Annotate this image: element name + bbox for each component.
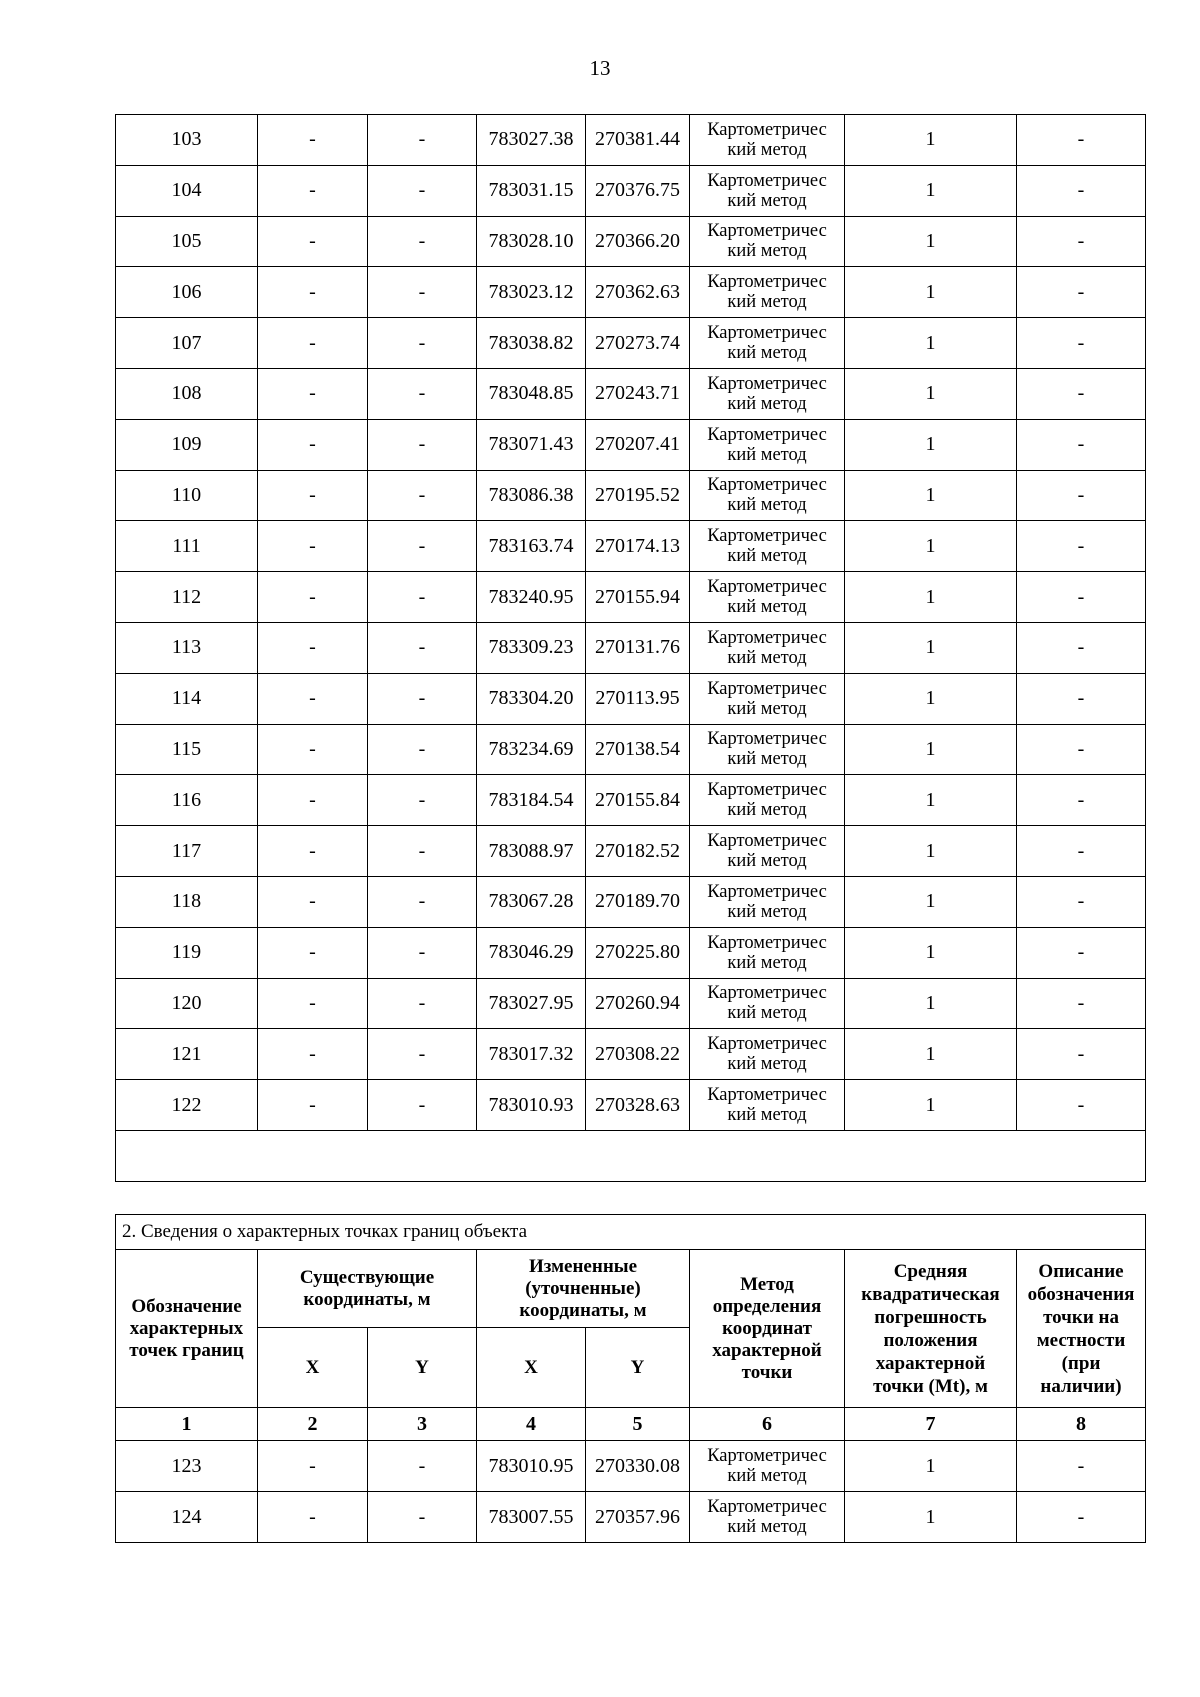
table-row xyxy=(116,521,1146,572)
method-cell xyxy=(690,927,845,978)
changed-y-cell: 270189.70 xyxy=(586,876,690,927)
existing-y-cell: - xyxy=(368,1492,477,1543)
method-text-line: Картометричес xyxy=(707,678,827,699)
header-text-line: Метод xyxy=(740,1273,794,1295)
description-cell: - xyxy=(1017,1492,1146,1543)
header-text-line: квадратическая xyxy=(861,1283,1000,1305)
table-row xyxy=(116,1492,1146,1543)
method-text-line: Картометричес xyxy=(707,323,827,344)
method-text-line: Картометричес xyxy=(707,577,827,598)
error-cell: 1 xyxy=(845,1492,1017,1543)
error-cell: 1 xyxy=(845,1080,1017,1131)
changed-y-cell: 270381.44 xyxy=(586,115,690,166)
method-cell xyxy=(690,775,845,826)
header-error xyxy=(845,1250,1017,1408)
existing-y-cell: - xyxy=(368,419,477,470)
boundary-points-table xyxy=(115,1214,1146,1543)
point-id-cell: 104 xyxy=(116,165,258,216)
column-number: 6 xyxy=(690,1408,845,1441)
changed-x-cell: 783163.74 xyxy=(477,521,586,572)
method-text-line: кий метод xyxy=(727,698,807,719)
existing-x-cell: - xyxy=(258,1029,368,1080)
header-text-line: точек границ xyxy=(129,1339,244,1361)
table-row xyxy=(116,724,1146,775)
header-text-line: наличии) xyxy=(1040,1375,1122,1397)
method-text-line: Картометричес xyxy=(707,780,827,801)
error-cell: 1 xyxy=(845,419,1017,470)
changed-x-cell: 783184.54 xyxy=(477,775,586,826)
table-row xyxy=(116,673,1146,724)
error-cell: 1 xyxy=(845,165,1017,216)
header-text-line: определения xyxy=(712,1295,822,1317)
changed-y-cell: 270330.08 xyxy=(586,1441,690,1492)
existing-x-cell: - xyxy=(258,521,368,572)
method-text-line: Картометричес xyxy=(707,272,827,293)
existing-x-cell: - xyxy=(258,1080,368,1131)
description-cell: - xyxy=(1017,876,1146,927)
point-id-cell: 121 xyxy=(116,1029,258,1080)
existing-y-cell: - xyxy=(368,978,477,1029)
description-cell: - xyxy=(1017,826,1146,877)
changed-y-cell: 270138.54 xyxy=(586,724,690,775)
changed-y-cell: 270155.84 xyxy=(586,775,690,826)
changed-y-cell: 270308.22 xyxy=(586,1029,690,1080)
header-text-line: Обозначение xyxy=(131,1295,242,1317)
method-cell xyxy=(690,876,845,927)
header-text-line: точки на xyxy=(1043,1306,1119,1328)
table-row xyxy=(116,1029,1146,1080)
existing-y-cell: - xyxy=(368,826,477,877)
changed-y-cell: 270366.20 xyxy=(586,216,690,267)
table-row xyxy=(116,927,1146,978)
existing-y-cell: - xyxy=(368,572,477,623)
changed-x-cell: 783027.95 xyxy=(477,978,586,1029)
existing-y-cell: - xyxy=(368,673,477,724)
point-id-cell: 118 xyxy=(116,876,258,927)
description-cell: - xyxy=(1017,622,1146,673)
table-row xyxy=(116,876,1146,927)
method-cell xyxy=(690,572,845,623)
method-text-line: Картометричес xyxy=(707,932,827,953)
table-row xyxy=(116,165,1146,216)
table-row xyxy=(116,419,1146,470)
method-text-line: Картометричес xyxy=(707,119,827,140)
description-cell: - xyxy=(1017,368,1146,419)
method-text-line: кий метод xyxy=(727,800,807,821)
header-text-line: характерной xyxy=(712,1339,822,1361)
header-text-line: координаты, м xyxy=(303,1288,431,1310)
changed-y-cell: 270195.52 xyxy=(586,470,690,521)
existing-y-cell: - xyxy=(368,1080,477,1131)
method-text-line: кий метод xyxy=(727,343,807,364)
existing-y-cell: - xyxy=(368,368,477,419)
changed-x-cell: 783071.43 xyxy=(477,419,586,470)
method-cell xyxy=(690,165,845,216)
method-cell xyxy=(690,115,845,166)
table-row xyxy=(116,622,1146,673)
table-caption: 2. Сведения о характерных точках границ объекта xyxy=(116,1215,1146,1250)
existing-y-cell: - xyxy=(368,1441,477,1492)
point-id-cell: 109 xyxy=(116,419,258,470)
description-cell: - xyxy=(1017,927,1146,978)
table-row xyxy=(116,572,1146,623)
changed-y-cell: 270131.76 xyxy=(586,622,690,673)
existing-x-cell: - xyxy=(258,1441,368,1492)
existing-x-cell: - xyxy=(258,622,368,673)
existing-x-cell: - xyxy=(258,978,368,1029)
existing-y-cell: - xyxy=(368,724,477,775)
changed-y-cell: 270357.96 xyxy=(586,1492,690,1543)
point-id-cell: 115 xyxy=(116,724,258,775)
existing-y-cell: - xyxy=(368,521,477,572)
method-cell xyxy=(690,368,845,419)
header-text-line: координаты, м xyxy=(519,1299,647,1321)
method-text-line: Картометричес xyxy=(707,729,827,750)
point-id-cell: 110 xyxy=(116,470,258,521)
point-id-cell: 124 xyxy=(116,1492,258,1543)
coordinates-table-continued xyxy=(115,114,1146,1182)
header-text-line: характерной xyxy=(875,1352,986,1374)
existing-x-cell: - xyxy=(258,368,368,419)
changed-x-cell: 783038.82 xyxy=(477,318,586,369)
header-description xyxy=(1017,1250,1146,1408)
header-text-line: местности xyxy=(1036,1329,1126,1351)
changed-y-cell: 270362.63 xyxy=(586,267,690,318)
point-id-cell: 112 xyxy=(116,572,258,623)
point-id-cell: 113 xyxy=(116,622,258,673)
description-cell: - xyxy=(1017,470,1146,521)
description-cell: - xyxy=(1017,318,1146,369)
column-number: 8 xyxy=(1017,1408,1146,1441)
method-text-line: Картометричес xyxy=(707,1085,827,1106)
description-cell: - xyxy=(1017,165,1146,216)
method-text-line: Картометричес xyxy=(707,1497,827,1517)
changed-y-cell: 270174.13 xyxy=(586,521,690,572)
method-text-line: Картометричес xyxy=(707,831,827,852)
changed-y-cell: 270243.71 xyxy=(586,368,690,419)
existing-y-cell: - xyxy=(368,470,477,521)
existing-y-cell: - xyxy=(368,318,477,369)
changed-x-cell: 783028.10 xyxy=(477,216,586,267)
method-text-line: кий метод xyxy=(727,241,807,262)
description-cell: - xyxy=(1017,419,1146,470)
page-number: 13 xyxy=(589,56,611,80)
error-cell: 1 xyxy=(845,724,1017,775)
method-text-line: кий метод xyxy=(727,1517,807,1537)
error-cell: 1 xyxy=(845,521,1017,572)
point-id-cell: 123 xyxy=(116,1441,258,1492)
table-row xyxy=(116,318,1146,369)
description-cell: - xyxy=(1017,775,1146,826)
changed-x-cell: 783086.38 xyxy=(477,470,586,521)
header-text-line: обозначения xyxy=(1027,1283,1135,1305)
changed-x-cell: 783240.95 xyxy=(477,572,586,623)
point-id-cell: 105 xyxy=(116,216,258,267)
point-id-cell: 103 xyxy=(116,115,258,166)
description-cell: - xyxy=(1017,1080,1146,1131)
point-id-cell: 111 xyxy=(116,521,258,572)
method-cell xyxy=(690,419,845,470)
changed-x-cell: 783304.20 xyxy=(477,673,586,724)
method-cell xyxy=(690,267,845,318)
error-cell: 1 xyxy=(845,1441,1017,1492)
changed-y-cell: 270155.94 xyxy=(586,572,690,623)
column-number: 3 xyxy=(368,1408,477,1441)
existing-x-cell: - xyxy=(258,419,368,470)
method-cell xyxy=(690,1492,845,1543)
existing-x-cell: - xyxy=(258,165,368,216)
error-cell: 1 xyxy=(845,115,1017,166)
description-cell: - xyxy=(1017,115,1146,166)
method-text-line: кий метод xyxy=(727,1003,807,1024)
column-numbers-row xyxy=(116,1408,1146,1441)
existing-x-cell: - xyxy=(258,572,368,623)
existing-y-cell: - xyxy=(368,216,477,267)
method-text-line: Картометричес xyxy=(707,221,827,242)
existing-x-cell: - xyxy=(258,115,368,166)
method-text-line: кий метод xyxy=(727,1054,807,1075)
existing-x-cell: - xyxy=(258,470,368,521)
point-id-cell: 119 xyxy=(116,927,258,978)
changed-x-cell: 783309.23 xyxy=(477,622,586,673)
method-text-line: Картометричес xyxy=(707,424,827,445)
changed-y-cell: 270260.94 xyxy=(586,978,690,1029)
table-row xyxy=(116,1080,1146,1131)
table-row xyxy=(116,1441,1146,1492)
existing-y-cell: - xyxy=(368,267,477,318)
table-row xyxy=(116,826,1146,877)
header-text-line: координат xyxy=(722,1317,812,1339)
header-text-line: положения xyxy=(883,1329,978,1351)
header-existing-y: Y xyxy=(368,1328,477,1408)
changed-y-cell: 270328.63 xyxy=(586,1080,690,1131)
existing-y-cell: - xyxy=(368,876,477,927)
point-id-cell: 108 xyxy=(116,368,258,419)
changed-y-cell: 270207.41 xyxy=(586,419,690,470)
column-number: 1 xyxy=(116,1408,258,1441)
changed-x-cell: 783234.69 xyxy=(477,724,586,775)
existing-y-cell: - xyxy=(368,927,477,978)
changed-x-cell: 783010.93 xyxy=(477,1080,586,1131)
description-cell: - xyxy=(1017,1029,1146,1080)
method-cell xyxy=(690,673,845,724)
header-text-line: Измененные xyxy=(528,1255,638,1277)
error-cell: 1 xyxy=(845,572,1017,623)
description-cell: - xyxy=(1017,978,1146,1029)
error-cell: 1 xyxy=(845,978,1017,1029)
error-cell: 1 xyxy=(845,216,1017,267)
method-text-line: кий метод xyxy=(727,597,807,618)
error-cell: 1 xyxy=(845,775,1017,826)
header-existing-x: X xyxy=(258,1328,368,1408)
header-text-line: (уточненные) xyxy=(525,1277,641,1299)
method-cell xyxy=(690,978,845,1029)
point-id-cell: 117 xyxy=(116,826,258,877)
existing-x-cell: - xyxy=(258,216,368,267)
method-text-line: кий метод xyxy=(727,1105,807,1126)
table-row xyxy=(116,115,1146,166)
error-cell: 1 xyxy=(845,1029,1017,1080)
method-cell xyxy=(690,724,845,775)
method-text-line: Картометричес xyxy=(707,526,827,547)
header-text-line: точки (Mt), м xyxy=(873,1375,988,1397)
changed-y-cell: 270182.52 xyxy=(586,826,690,877)
error-cell: 1 xyxy=(845,470,1017,521)
method-cell xyxy=(690,521,845,572)
method-text-line: кий метод xyxy=(727,495,807,516)
header-text-line: точки xyxy=(741,1361,793,1383)
point-id-cell: 106 xyxy=(116,267,258,318)
method-text-line: кий метод xyxy=(727,546,807,567)
changed-x-cell: 783027.38 xyxy=(477,115,586,166)
method-text-line: Картометричес xyxy=(707,170,827,191)
changed-x-cell: 783046.29 xyxy=(477,927,586,978)
method-text-line: кий метод xyxy=(727,292,807,313)
header-changed-x: X xyxy=(477,1328,586,1408)
existing-x-cell: - xyxy=(258,318,368,369)
method-text-line: кий метод xyxy=(727,393,807,414)
changed-x-cell: 783023.12 xyxy=(477,267,586,318)
method-text-line: кий метод xyxy=(727,749,807,770)
changed-x-cell: 783010.95 xyxy=(477,1441,586,1492)
changed-x-cell: 783048.85 xyxy=(477,368,586,419)
method-text-line: Картометричес xyxy=(707,881,827,902)
header-method xyxy=(690,1250,845,1408)
header-designation xyxy=(116,1250,258,1408)
method-text-line: Картометричес xyxy=(707,475,827,496)
description-cell: - xyxy=(1017,216,1146,267)
table-row xyxy=(116,216,1146,267)
method-cell xyxy=(690,1029,845,1080)
description-cell: - xyxy=(1017,724,1146,775)
header-changed-coordinates xyxy=(477,1250,690,1328)
method-text-line: кий метод xyxy=(727,190,807,211)
method-text-line: Картометричес xyxy=(707,1034,827,1055)
table-row xyxy=(116,470,1146,521)
error-cell: 1 xyxy=(845,927,1017,978)
existing-y-cell: - xyxy=(368,622,477,673)
error-cell: 1 xyxy=(845,267,1017,318)
changed-y-cell: 270113.95 xyxy=(586,673,690,724)
column-number: 7 xyxy=(845,1408,1017,1441)
method-cell xyxy=(690,1080,845,1131)
header-changed-y: Y xyxy=(586,1328,690,1408)
column-number: 5 xyxy=(586,1408,690,1441)
existing-x-cell: - xyxy=(258,775,368,826)
point-id-cell: 122 xyxy=(116,1080,258,1131)
method-text-line: Картометричес xyxy=(707,1446,827,1466)
method-text-line: Картометричес xyxy=(707,983,827,1004)
existing-y-cell: - xyxy=(368,165,477,216)
error-cell: 1 xyxy=(845,622,1017,673)
method-text-line: Картометричес xyxy=(707,373,827,394)
method-text-line: кий метод xyxy=(727,139,807,160)
method-text-line: кий метод xyxy=(727,444,807,465)
existing-x-cell: - xyxy=(258,876,368,927)
column-number: 4 xyxy=(477,1408,586,1441)
changed-x-cell: 783067.28 xyxy=(477,876,586,927)
method-cell xyxy=(690,826,845,877)
method-cell xyxy=(690,622,845,673)
existing-x-cell: - xyxy=(258,724,368,775)
method-text-line: кий метод xyxy=(727,647,807,668)
error-cell: 1 xyxy=(845,673,1017,724)
existing-x-cell: - xyxy=(258,1492,368,1543)
changed-y-cell: 270273.74 xyxy=(586,318,690,369)
table-empty-row xyxy=(116,1130,1146,1181)
point-id-cell: 120 xyxy=(116,978,258,1029)
changed-x-cell: 783031.15 xyxy=(477,165,586,216)
existing-x-cell: - xyxy=(258,927,368,978)
header-text-line: Существующие xyxy=(299,1266,435,1288)
table-row xyxy=(116,978,1146,1029)
table-row xyxy=(116,267,1146,318)
description-cell: - xyxy=(1017,572,1146,623)
changed-x-cell: 783017.32 xyxy=(477,1029,586,1080)
point-id-cell: 107 xyxy=(116,318,258,369)
method-cell xyxy=(690,470,845,521)
changed-y-cell: 270225.80 xyxy=(586,927,690,978)
description-cell: - xyxy=(1017,521,1146,572)
header-text-line: характерных xyxy=(129,1317,244,1339)
method-text-line: кий метод xyxy=(727,1466,807,1486)
existing-y-cell: - xyxy=(368,115,477,166)
table-row xyxy=(116,368,1146,419)
table-row xyxy=(116,775,1146,826)
description-cell: - xyxy=(1017,1441,1146,1492)
point-id-cell: 116 xyxy=(116,775,258,826)
changed-x-cell: 783007.55 xyxy=(477,1492,586,1543)
method-cell xyxy=(690,318,845,369)
method-text-line: кий метод xyxy=(727,952,807,973)
header-existing-coordinates xyxy=(258,1250,477,1328)
header-text-line: Описание xyxy=(1038,1260,1124,1282)
changed-y-cell: 270376.75 xyxy=(586,165,690,216)
existing-y-cell: - xyxy=(368,775,477,826)
existing-y-cell: - xyxy=(368,1029,477,1080)
header-text-line: (при xyxy=(1061,1352,1101,1374)
method-cell xyxy=(690,1441,845,1492)
point-id-cell: 114 xyxy=(116,673,258,724)
method-text-line: кий метод xyxy=(727,851,807,872)
method-text-line: Картометричес xyxy=(707,627,827,648)
description-cell: - xyxy=(1017,267,1146,318)
column-number: 2 xyxy=(258,1408,368,1441)
header-text-line: погрешность xyxy=(874,1306,987,1328)
description-cell: - xyxy=(1017,673,1146,724)
error-cell: 1 xyxy=(845,368,1017,419)
method-text-line: кий метод xyxy=(727,901,807,922)
changed-x-cell: 783088.97 xyxy=(477,826,586,877)
error-cell: 1 xyxy=(845,876,1017,927)
existing-x-cell: - xyxy=(258,826,368,877)
header-text-line: Средняя xyxy=(893,1260,968,1282)
method-cell xyxy=(690,216,845,267)
existing-x-cell: - xyxy=(258,267,368,318)
error-cell: 1 xyxy=(845,826,1017,877)
error-cell: 1 xyxy=(845,318,1017,369)
existing-x-cell: - xyxy=(258,673,368,724)
